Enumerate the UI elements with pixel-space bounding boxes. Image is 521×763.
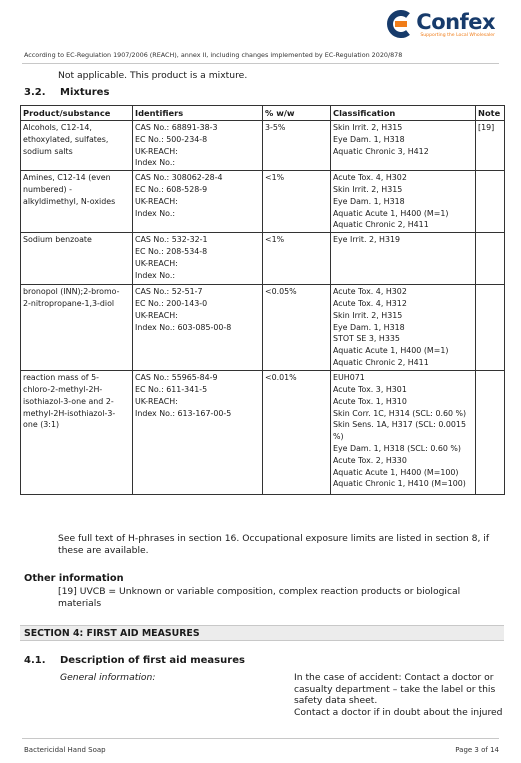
classification-cell bbox=[331, 171, 476, 233]
product-cell bbox=[21, 171, 133, 233]
hphrases-line: See full text of H-phrases in section 16. Occupational exposure limits are listed in section 8, if bbox=[58, 533, 490, 544]
table-row bbox=[21, 233, 505, 285]
general-info-text bbox=[294, 672, 509, 718]
product-line: one (3:1) bbox=[23, 420, 60, 430]
hphrases-note bbox=[58, 533, 489, 556]
product-line: sodium salts bbox=[23, 146, 73, 156]
identifier-line: Index No.: bbox=[135, 158, 175, 168]
header-identifiers: Identifiers bbox=[133, 106, 263, 121]
other-info-line: [19] UVCB = Unknown or variable composition, complex reaction products or biological bbox=[58, 586, 461, 597]
percent-cell: <0.05% bbox=[263, 285, 331, 371]
general-info-line: casualty department – take the label or this bbox=[294, 683, 496, 695]
product-cell bbox=[21, 121, 133, 171]
footer-page-number: Page 3 of 14 bbox=[455, 746, 499, 754]
mixtures-table bbox=[20, 105, 505, 495]
identifiers-cell bbox=[133, 171, 263, 233]
identifier-line: Index No.: 613-167-00-5 bbox=[135, 408, 232, 418]
confex-logo-icon bbox=[385, 10, 413, 38]
classification-cell bbox=[331, 121, 476, 171]
classification-line: Eye Dam. 1, H318 bbox=[333, 196, 405, 206]
note-cell bbox=[476, 233, 505, 285]
general-info-label: General information: bbox=[60, 672, 156, 683]
identifiers-cell bbox=[133, 233, 263, 285]
classification-line: Acute Tox. 1, H310 bbox=[333, 396, 407, 406]
section-4-1-number: 4.1. bbox=[24, 655, 46, 666]
identifier-line: UK-REACH: bbox=[135, 396, 178, 406]
identifier-line: EC No.: 200-143-0 bbox=[135, 298, 208, 308]
classification-line: Aquatic Chronic 1, H410 (M=100) bbox=[333, 479, 466, 489]
section-3-2-title: Mixtures bbox=[60, 87, 110, 98]
general-info-line: In the case of accident: Contact a doctor or bbox=[294, 672, 494, 683]
classification-line: Aquatic Chronic 3, H412 bbox=[333, 146, 429, 156]
product-line: ethoxylated, sulfates, bbox=[23, 134, 109, 144]
classification-line: STOT SE 3, H335 bbox=[333, 334, 400, 344]
identifier-line: UK-REACH: bbox=[135, 196, 178, 206]
identifier-line: Index No.: 603-085-00-8 bbox=[135, 322, 232, 332]
classification-line: Skin Sens. 1A, H317 (SCL: 0.0015 bbox=[333, 420, 466, 430]
note-cell bbox=[476, 371, 505, 495]
classification-cell bbox=[331, 371, 476, 495]
identifier-line: CAS No.: 52-51-7 bbox=[135, 287, 203, 297]
product-line: Alcohols, C12-14, bbox=[23, 123, 92, 132]
identifier-line: EC No.: 611-341-5 bbox=[135, 384, 208, 394]
footer-product-name: Bactericidal Hand Soap bbox=[24, 746, 106, 754]
section-4-header: SECTION 4: FIRST AID MEASURES bbox=[20, 625, 504, 641]
classification-line: Aquatic Acute 1, H400 (M=1) bbox=[333, 346, 449, 356]
other-info-title: Other information bbox=[24, 573, 124, 584]
note-cell bbox=[476, 171, 505, 233]
product-line: chloro-2-methyl-2H- bbox=[23, 384, 103, 394]
classification-line: Eye Dam. 1, H318 (SCL: 0.60 %) bbox=[333, 443, 461, 453]
classification-line: Aquatic Acute 1, H400 (M=100) bbox=[333, 467, 459, 477]
note-cell: [19] bbox=[476, 121, 505, 171]
identifier-line: UK-REACH: bbox=[135, 258, 178, 268]
general-info-line: safety data sheet. bbox=[294, 695, 378, 706]
section-3-2-number: 3.2. bbox=[24, 87, 46, 98]
table-header-row bbox=[21, 106, 505, 121]
product-line: alkyldimethyl, N-oxides bbox=[23, 196, 116, 206]
product-cell bbox=[21, 285, 133, 371]
identifiers-cell bbox=[133, 285, 263, 371]
hphrases-line: these are available. bbox=[58, 544, 149, 556]
other-info-text bbox=[58, 586, 460, 609]
product-line: Amines, C12-14 (even bbox=[23, 173, 111, 183]
header-percent: % w/w bbox=[263, 106, 331, 121]
product-line: methyl-2H-isothiazol-3- bbox=[23, 408, 116, 418]
table-row bbox=[21, 371, 505, 495]
logo-tagline: Supporting the Local Wholesaler bbox=[420, 32, 495, 38]
header-note: Note bbox=[476, 106, 505, 121]
intro-text: Not applicable. This product is a mixture. bbox=[58, 70, 248, 81]
identifier-line: CAS No.: 55965-84-9 bbox=[135, 373, 218, 383]
product-line: numbered) - bbox=[23, 184, 72, 194]
classification-line: Acute Tox. 2, H330 bbox=[333, 455, 407, 465]
classification-line: %) bbox=[333, 432, 344, 442]
classification-line: Acute Tox. 3, H301 bbox=[333, 384, 407, 394]
header-classification: Classification bbox=[331, 106, 476, 121]
product-line: Sodium benzoate bbox=[23, 235, 92, 245]
percent-cell: <0.01% bbox=[263, 371, 331, 495]
regulation-notice: According to EC-Regulation 1907/2006 (REACH), annex II, including changes implemented by EC-Regulation 2020/878 bbox=[24, 51, 403, 59]
percent-cell: <1% bbox=[263, 171, 331, 233]
classification-line: Skin Corr. 1C, H314 (SCL: 0.60 %) bbox=[333, 408, 467, 418]
classification-line: Skin Irrit. 2, H315 bbox=[333, 184, 403, 194]
identifier-line: UK-REACH: bbox=[135, 146, 178, 156]
product-line: 2-nitropropane-1,3-diol bbox=[23, 298, 115, 308]
header-product: Product/substance bbox=[21, 106, 133, 121]
product-line: isothiazol-3-one and 2- bbox=[23, 396, 114, 406]
identifier-line: EC No.: 208-534-8 bbox=[135, 246, 208, 256]
classification-line: Aquatic Chronic 2, H411 bbox=[333, 357, 429, 367]
identifier-line: UK-REACH: bbox=[135, 310, 178, 320]
company-logo bbox=[385, 10, 495, 38]
product-cell bbox=[21, 371, 133, 495]
classification-line: EUH071 bbox=[333, 373, 365, 383]
classification-line: Skin Irrit. 2, H315 bbox=[333, 310, 403, 320]
identifiers-cell bbox=[133, 371, 263, 495]
other-info-line: materials bbox=[58, 597, 102, 609]
classification-cell bbox=[331, 233, 476, 285]
note-cell bbox=[476, 285, 505, 371]
footer-divider bbox=[22, 738, 499, 739]
classification-cell bbox=[331, 285, 476, 371]
classification-line: Acute Tox. 4, H302 bbox=[333, 173, 407, 183]
table-row bbox=[21, 285, 505, 371]
classification-line: Eye Dam. 1, H318 bbox=[333, 322, 405, 332]
identifier-line: CAS No.: 308062-28-4 bbox=[135, 173, 223, 183]
classification-line: Eye Dam. 1, H318 bbox=[333, 134, 405, 144]
identifier-line: EC No.: 500-234-8 bbox=[135, 134, 208, 144]
classification-line: Aquatic Acute 1, H400 (M=1) bbox=[333, 208, 449, 218]
identifier-line: Index No.: bbox=[135, 208, 175, 218]
classification-line: Aquatic Chronic 2, H411 bbox=[333, 220, 429, 230]
general-info-line: Contact a doctor if in doubt about the injured bbox=[294, 706, 503, 718]
product-cell bbox=[21, 233, 133, 285]
classification-line: Skin Irrit. 2, H315 bbox=[333, 123, 403, 132]
classification-line: Eye Irrit. 2, H319 bbox=[333, 235, 401, 245]
logo-name: Confex bbox=[416, 9, 495, 34]
identifier-line: EC No.: 608-528-9 bbox=[135, 184, 208, 194]
identifiers-cell bbox=[133, 121, 263, 171]
classification-line: Acute Tox. 4, H312 bbox=[333, 298, 407, 308]
identifier-line: CAS No.: 68891-38-3 bbox=[135, 123, 218, 132]
table-row bbox=[21, 121, 505, 171]
classification-line: Acute Tox. 4, H302 bbox=[333, 287, 407, 297]
percent-cell: 3-5% bbox=[263, 121, 331, 171]
table-row bbox=[21, 171, 505, 233]
identifier-line: Index No.: bbox=[135, 270, 175, 280]
percent-cell: <1% bbox=[263, 233, 331, 285]
identifier-line: CAS No.: 532-32-1 bbox=[135, 235, 208, 245]
section-4-1-title: Description of first aid measures bbox=[60, 655, 245, 666]
product-line: reaction mass of 5- bbox=[23, 373, 99, 383]
product-line: bronopol (INN);2-bromo- bbox=[23, 287, 120, 297]
header-divider bbox=[22, 63, 499, 64]
